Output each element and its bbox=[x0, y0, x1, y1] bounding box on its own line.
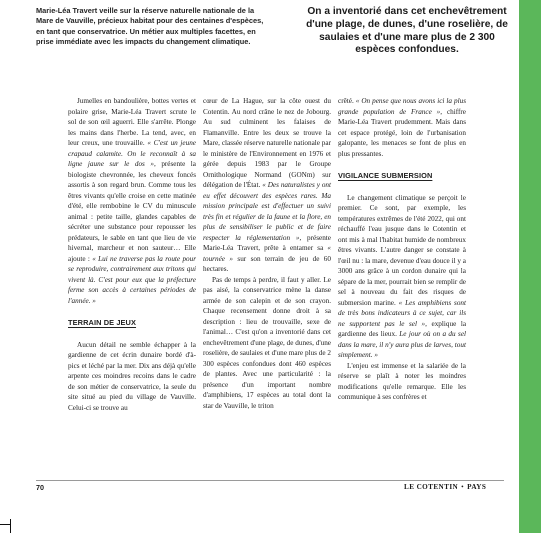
section-heading-vigilance: VIGILANCE SUBMERSION bbox=[338, 171, 433, 180]
footer-rule bbox=[36, 480, 504, 481]
body-paragraph: L'enjeu est immense et la salariée de la réserve se plaît à noter les moindres modifications qu'elle remarque. Elle les communique à ses confrères et bbox=[338, 361, 466, 401]
body-paragraph: cœur de La Hague, sur la côte ouest du Cotentin. Au nord crâne le nez de Jobourg. Au sud culminent les falaises de Flamanville. Entre les deux se trouve la Mare, classée réserve naturelle nationale par le ministère de l'Environnement en 1976 et gérée depuis 1983 par le Groupe Ornithologique Normand (GONm) sur délégation de l'État. « Des naturalistes y ont eu effet découvert des espèces rares. Ma mission principale est d'effectuer un suivi très fin et régulier de la faune et la flore, en plus de sensibiliser le public et de faire respecter la réglementation », présente Marie-Léa Travert, prête à entamer sa « tournée » sur son terrain de jeu de 60 hectares. bbox=[203, 97, 332, 273]
body-paragraph: Aucun détail ne semble échapper à la gardienne de cet écrin dunaire bordé d'à-pics et léché par la mer. Dix ans déjà qu'elle arpente ces moindres recoins dans le cadre de son métier de conservatrice, la seule du site situé au pied du village de Vauville. Celui-ci se trouve au bbox=[68, 340, 196, 412]
page-number: 70 bbox=[36, 483, 44, 492]
footer-brand bbox=[404, 483, 486, 491]
brand-name: LE COTENTIN bbox=[404, 483, 459, 491]
article-column-3 bbox=[338, 96, 466, 403]
green-side-strip bbox=[519, 0, 541, 533]
body-paragraph: crêté. « On pense que nous avons ici la plus grande population de France », chiffre Marie-Léa Travert prudemment. Mais dans cet espace protégé, loin de l'urbanisation galopante, les menaces se font de plus en plus pressantes. bbox=[338, 97, 466, 158]
body-paragraph: Le changement climatique se perçoit le premier. Ce sont, par exemple, les températures extrêmes de l'été 2022, qui ont réchauffé l'eau jusque dans le Cotentin et ont mis à mal l'habitat humide de nombreux êtres vivants. L'autre danger se constate à l'œil nu : la mare, devenue d'eau douce il y a 3000 ans grâce à un cordon dunaire qui la sépare de la mer, pourrait bien se remplir de sel à nouveau du fait des risques de submersion marine. « Les amphibiens sont de très bons indicateurs à ce sujet, car ils ne supportent pas le sel », explique la gardienne des lieux. Le jour où on a du sel dans la mare, il n'y aura plus de larves, tout simplement. » bbox=[338, 193, 467, 359]
crop-mark bbox=[10, 519, 11, 533]
section-name: PAYS bbox=[467, 483, 487, 491]
article-column-2 bbox=[203, 96, 331, 411]
brand-separator: • bbox=[461, 483, 465, 491]
article-column-1 bbox=[68, 96, 196, 413]
lead-paragraph: Marie-Léa Travert veille sur la réserve naturelle nationale de la Mare de Vauville, précieux habitat pour des centaines d'espèces, en tant que conservatrice. Un métier aux multiples facettes, en prise immédiate avec les impacts du changement climatique. bbox=[36, 6, 264, 47]
section-heading-terrain: TERRAIN DE JEUX bbox=[68, 318, 137, 327]
body-paragraph: Pas de temps à perdre, il faut y aller. Le pas aisé, la conservatrice mène la danse armée de son calepin et de son crayon. Chaque recensement donne droit à sa description : lieu de trouvaille, sexe de l'animal… C'est qu'on a inventorié dans cet enchevêtrement d'une plage, de dunes, d'une roselière, de saulaies et d'une mare plus de 2 300 espèces confondues dont 460 espèces de plantes. Avec une particularité : la présence d'un important nombre d'amphibiens, 17 espèces au total dont la star de Vauville, le triton bbox=[203, 275, 331, 410]
pull-quote: On a inventorié dans cet enchevêtrement d'une plage, de dunes, d'une roselière, de saulaies et d'une mare plus de 2 300 espèces confondues. bbox=[306, 6, 508, 56]
body-paragraph: Jumelles en bandoulière, bottes vertes et polaire grise, Marie-Léa Travert scrute le sol de son œil aguerri. Elle s'arrête. Plonge les mains dans l'herbe. La tend, avec, en leur creux, une trouvaille. « C'est un jeune crapaud calamite. On le reconnaît à sa ligne jaune sur le dos », présente la biologiste chevronnée, les cheveux foncés assortis à son regard brun. Comme tous les êtres vivants qu'elle croise en cette matinée d'été, elle rembobine le CV du minuscule animal : petite taille, glandes capables de sécréter une substance pour repousser les prédateurs, le sable en tant que lieu de vie hivernal, marcheur et non sauteur… Elle ajoute : « Lui ne traverse pas la route pour se reproduire, contrairement aux tritons qui vivent là. C'est pour eux que la préfecture ferme son accès à certaines périodes de l'année. » bbox=[68, 97, 197, 305]
